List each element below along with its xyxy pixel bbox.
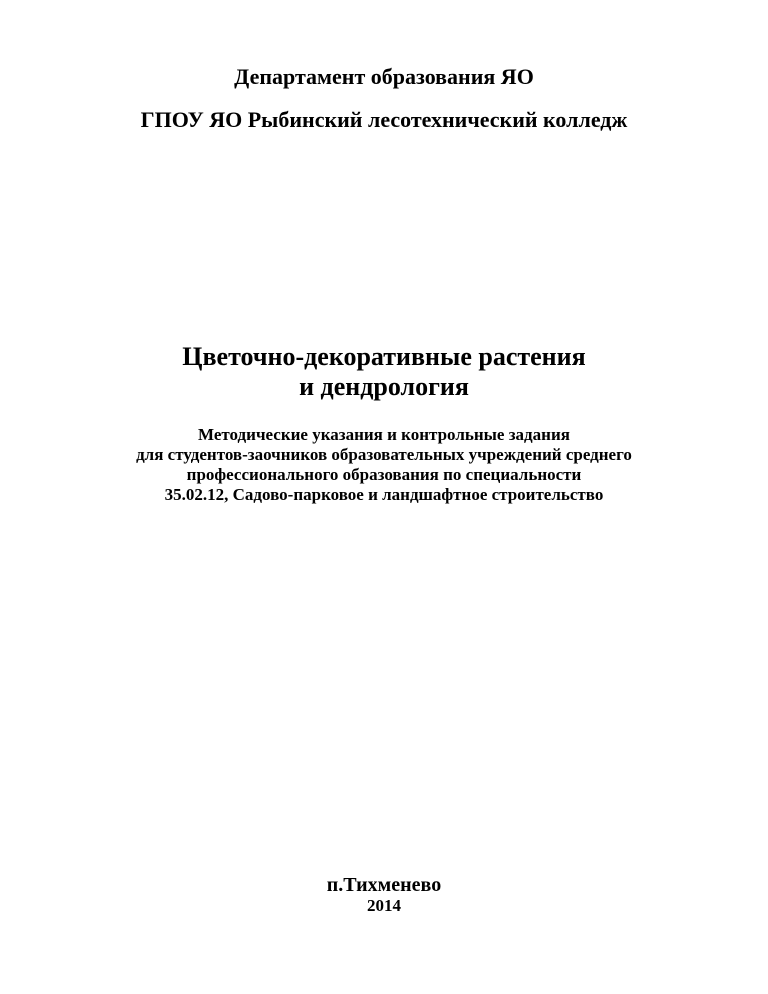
- description-line-2: для студентов-заочников образовательных учреждений среднего: [136, 445, 632, 464]
- institution-name: ГПОУ ЯО Рыбинский лесотехнический колледж: [140, 107, 628, 132]
- department-name: Департамент образования ЯО: [234, 64, 534, 89]
- description-line-1: Методические указания и контрольные задания: [198, 425, 570, 444]
- publication-year: 2014: [367, 896, 401, 915]
- description-line-4: 35.02.12, Садово-парковое и ландшафтное строительство: [164, 485, 604, 504]
- publication-place: п.Тихменево: [326, 874, 442, 896]
- document-title-line-2: и дендрология: [299, 372, 469, 401]
- document-title-line-1: Цветочно-декоративные растения: [182, 342, 586, 371]
- description-line-3: профессионального образования по специальности: [186, 465, 582, 484]
